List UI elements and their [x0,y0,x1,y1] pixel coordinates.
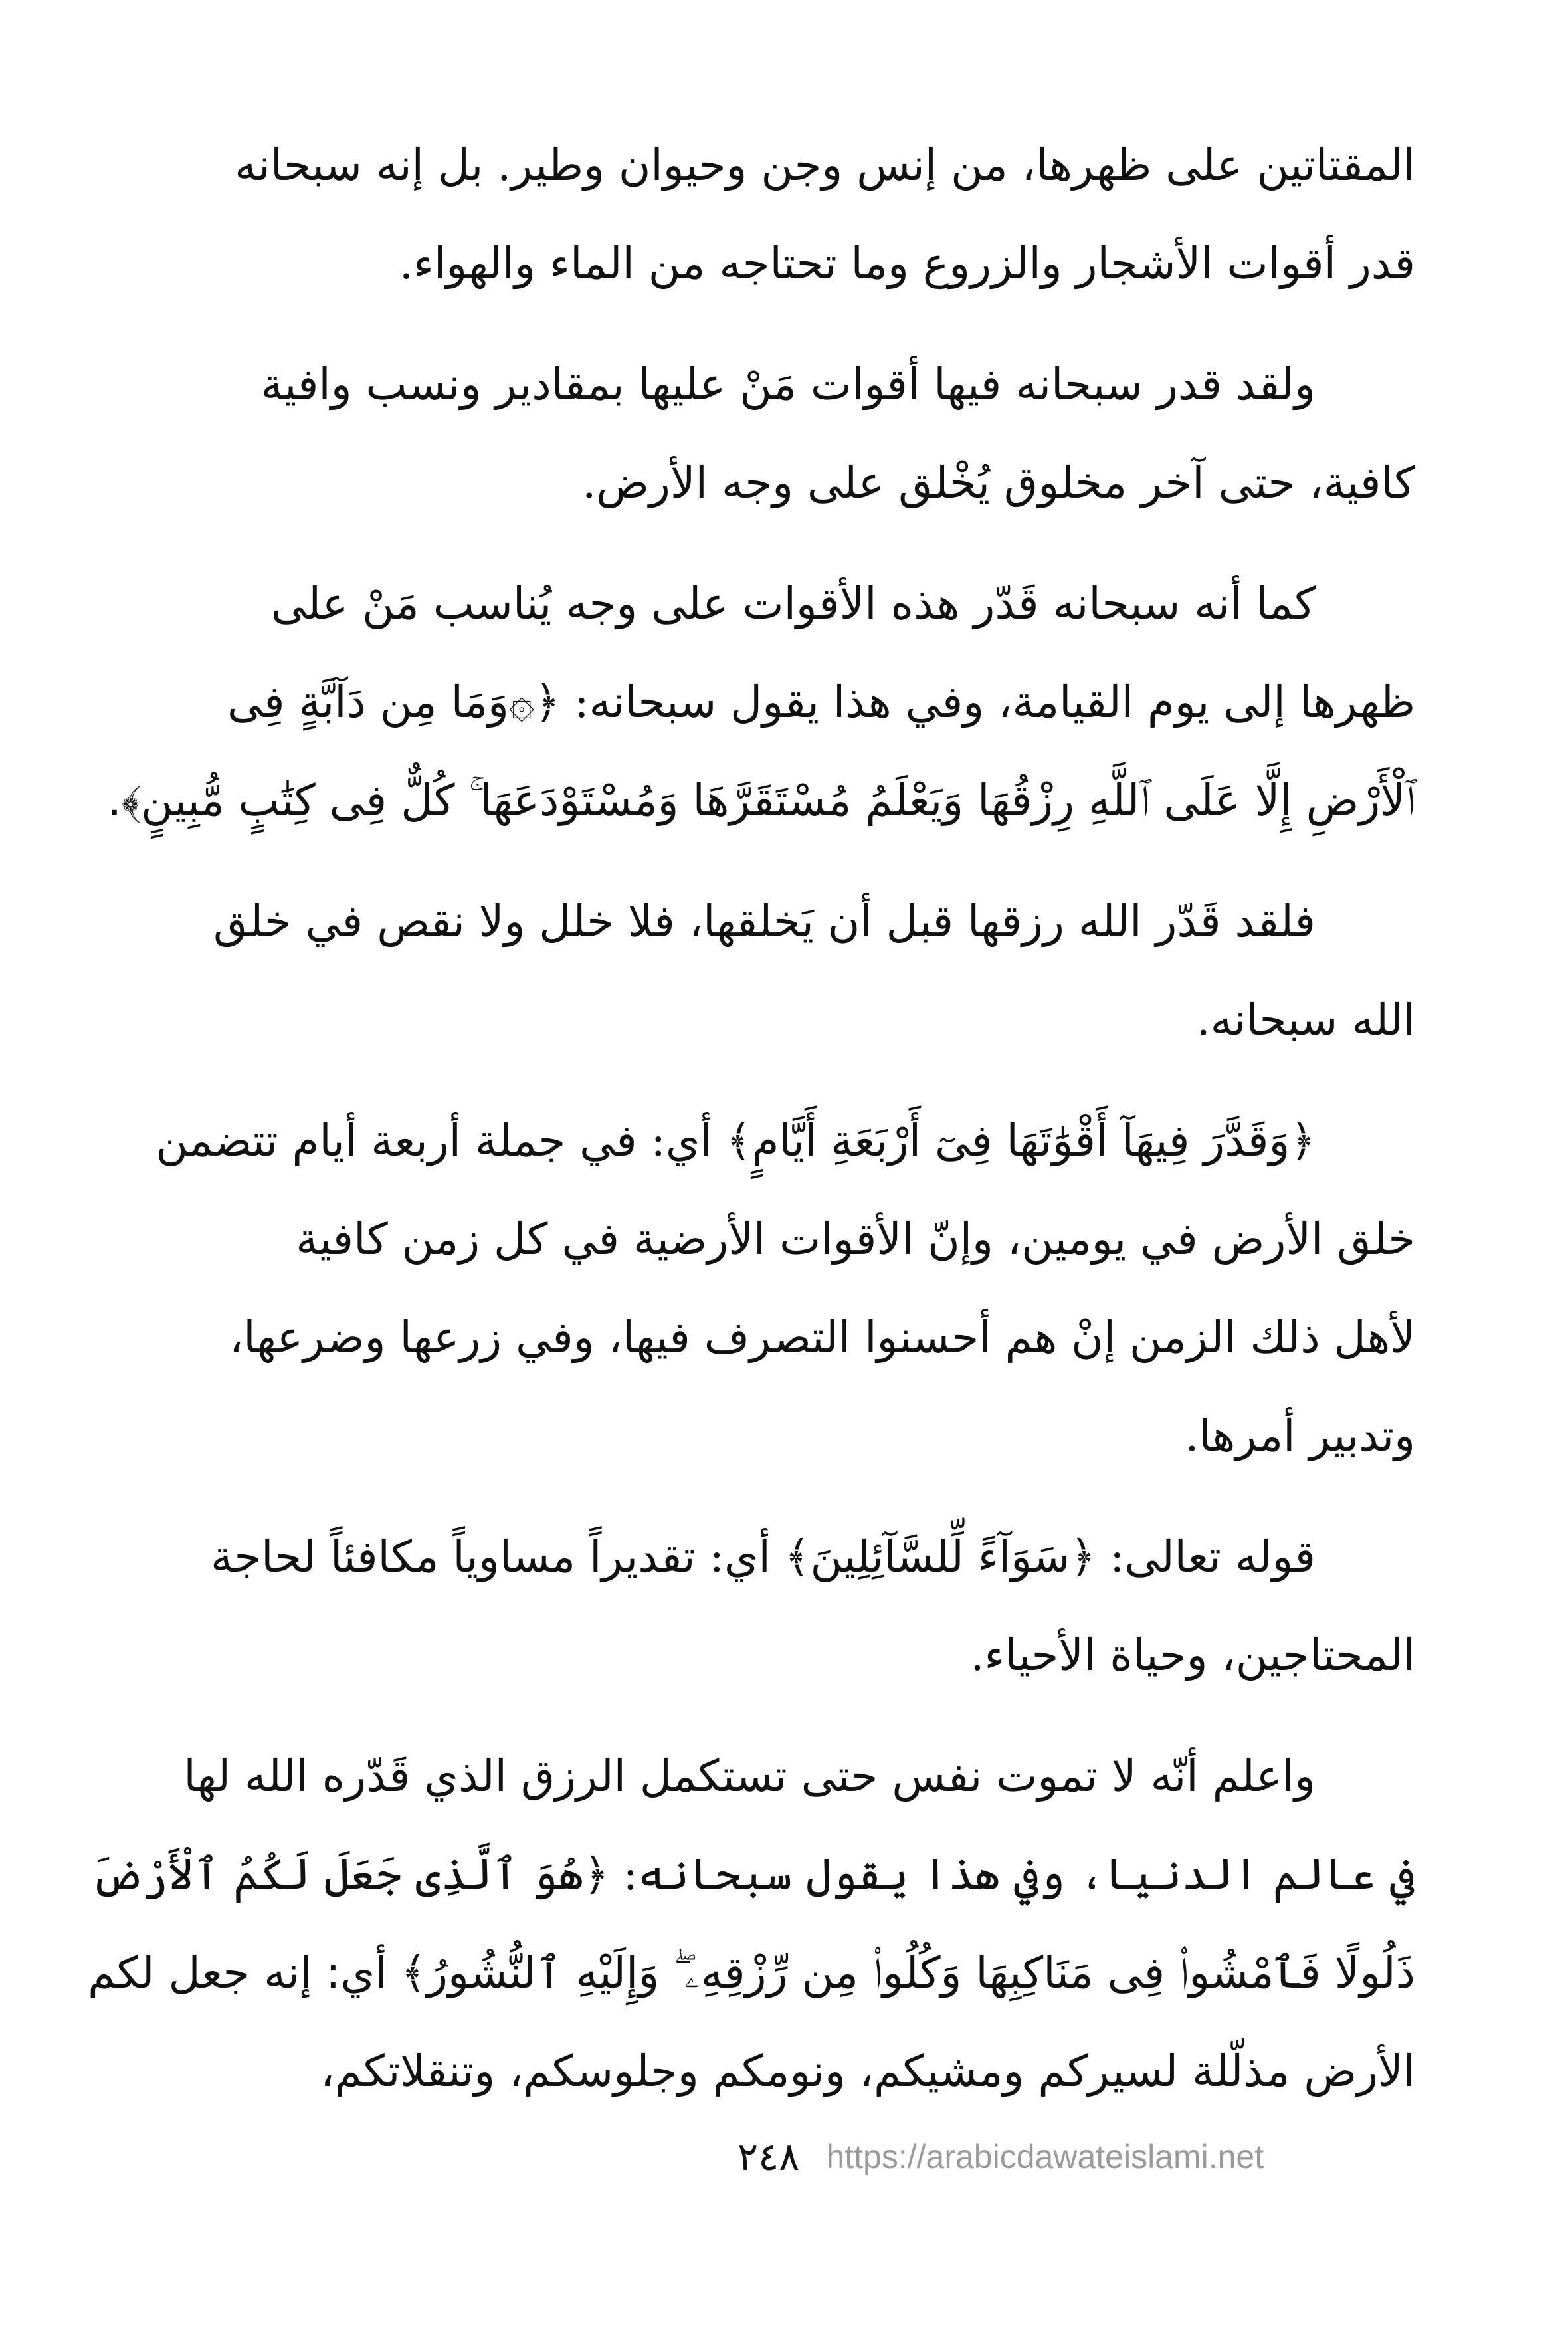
text-line: وتدبير أمرها. [1185,1410,1415,1461]
paragraph-4 [153,873,1415,1069]
text-line: كما أنه سبحانه قَدّر هذه الأقوات على وجه يُناسب مَنْ على [270,578,1316,629]
quran-verse-line: ذَلُولًا فَٱمْشُوا۟ فِى مَنَاكِبِهَا وَكُلُوا۟ مِن رِّزْقِهِۦ ۖ وَإِلَيْهِ ٱلنُّشُورُ﴾ أي: إنه جعل لكم [88,1947,1415,1998]
paragraph-1 [153,116,1415,313]
text-line: قدر أقوات الأشجار والزروع وما تحتاجه من الماء والهواء. [399,238,1415,289]
text-line: المقتاتين على ظهرها، من إنس وجن وحيوان وطير. بل إنه سبحانه [235,140,1415,191]
text-line: الله سبحانه. [1196,994,1415,1045]
text-line: ﴿وَقَدَّرَ فِيهَآ أَقْوَٰتَهَا فِىٓ أَرْبَعَةِ أَيَّامٍ﴾ أي: في جملة أربعة أيام تتضمن [155,1115,1316,1166]
text-line: ولقد قدر سبحانه فيها أقوات مَنْ عليها بمقادير ونسب وافية [260,359,1316,410]
paragraph-6 [153,1508,1415,1705]
source-url-watermark: https://arabicdawateislami.net [826,2138,1264,2175]
text-line: في عالم الدنيا، وفي هذا يقول سبحانه: ﴿هُوَ ٱلَّذِى جَعَلَ لَكُمُ ٱلْأَرْضَ [90,1849,1415,1900]
text-body [88,116,1415,2143]
text-line: فلقد قَدّر الله رزقها قبل أن يَخلقها، فلا خلل ولا نقص في خلق [213,896,1316,947]
text-line: قوله تعالى: ﴿سَوَآءً لِّلسَّآئِلِينَ﴾ أي: تقديراً مساوياً مكافئاً لحاجة [210,1531,1316,1582]
page-footer [737,2130,1264,2183]
text-line: ظهرها إلى يوم القيامة، وفي هذا يقول سبحانه: ﴿۞وَمَا مِن دَآبَّةٍ فِى [227,677,1415,728]
paragraph-2 [153,336,1415,532]
paragraph-5 [153,1092,1415,1485]
paragraph-3 [107,555,1415,850]
paragraph-7 [88,1727,1415,2121]
text-line: واعلم أنّه لا تموت نفس حتى تستكمل الرزق الذي قَدّره الله لها [183,1751,1316,1802]
text-line: الأرض مذلّلة لسيركم ومشيكم، ونومكم وجلوسكم، وتنقلاتكم، [320,2046,1415,2097]
text-line: لأهل ذلك الزمن إنْ هم أحسنوا التصرف فيها، وفي زرعها وضرعها، [229,1312,1415,1363]
page-number: ٢٤٨ [737,2134,800,2179]
text-line: المحتاجين، وحياة الأحياء. [970,1630,1415,1681]
quran-verse-line: ٱلْأَرْضِ إِلَّا عَلَى ٱللَّهِ رِزْقُهَا وَيَعْلَمُ مُسْتَقَرَّهَا وَمُسْتَوْدَعَهَا ۚ كُلٌّ فِى كِتَٰبٍ مُّبِينٍ﴾. [107,775,1415,826]
text-line: خلق الأرض في يومين، وإنّ الأقوات الأرضية في كل زمن كافية [296,1214,1415,1265]
text-line: كافية، حتى آخر مخلوق يُخْلق على وجه الأرض. [582,457,1415,508]
